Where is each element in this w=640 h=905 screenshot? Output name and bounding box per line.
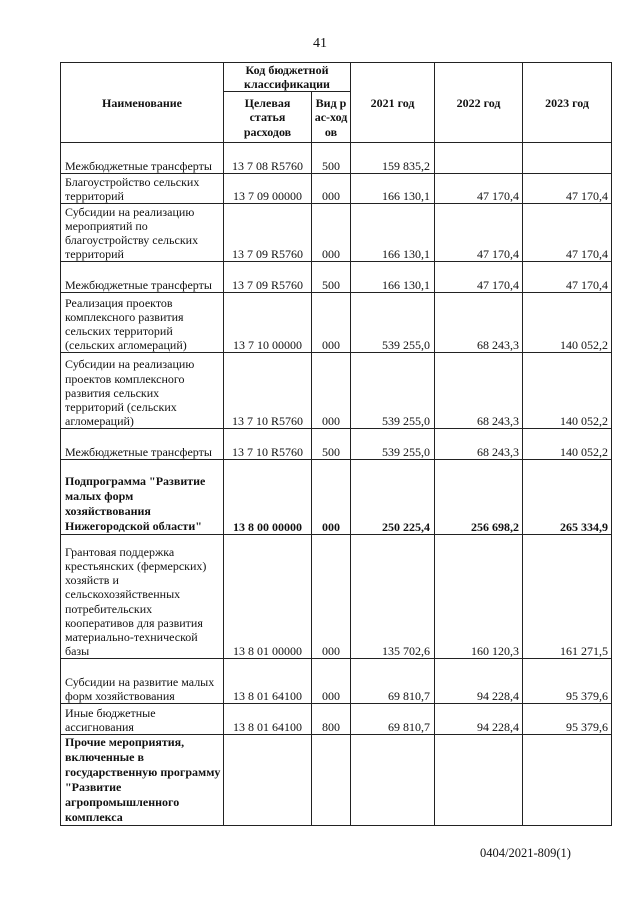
- row-target-item-code: 13 7 09 R5760: [224, 262, 312, 293]
- row-value-2021: 539 255,0: [351, 353, 435, 429]
- header-target-item: Целевая статья расходов: [224, 92, 312, 143]
- page-number: 41: [313, 36, 327, 51]
- row-target-item-code: 13 7 09 00000: [224, 174, 312, 204]
- row-name: Реализация проектов комплексного развития сельских территорий (сельских агломераций): [61, 293, 224, 353]
- row-value-2022: 256 698,2: [435, 460, 523, 535]
- row-name: Грантовая поддержка крестьянских (фермерских) хозяйств и сельскохозяйственных потребительских кооперативов для развития материально-технической базы: [61, 535, 224, 659]
- row-expense-type: 000: [312, 353, 351, 429]
- row-value-2023: 47 170,4: [523, 262, 612, 293]
- table-row: [61, 735, 612, 826]
- row-value-2023: 140 052,2: [523, 353, 612, 429]
- row-name: Благоустройство сельских территорий: [61, 174, 224, 204]
- table-row: [61, 174, 612, 204]
- row-value-2023: [523, 143, 612, 174]
- row-value-2023: 47 170,4: [523, 174, 612, 204]
- row-value-2021: [351, 735, 435, 826]
- row-value-2021: 166 130,1: [351, 262, 435, 293]
- row-value-2022: 94 228,4: [435, 659, 523, 704]
- row-target-item-code: 13 8 01 64100: [224, 704, 312, 735]
- row-expense-type: [312, 735, 351, 826]
- row-value-2021: 159 835,2: [351, 143, 435, 174]
- row-name: Субсидии на реализацию мероприятий по благоустройству сельских территорий: [61, 204, 224, 262]
- footer-document-code: 0404/2021-809(1): [480, 846, 571, 860]
- row-value-2021: 135 702,6: [351, 535, 435, 659]
- row-expense-type: 500: [312, 143, 351, 174]
- row-value-2021: 539 255,0: [351, 429, 435, 460]
- row-expense-type: 000: [312, 174, 351, 204]
- row-name: Субсидии на реализацию проектов комплексного развития сельских территорий (сельских агломераций): [61, 353, 224, 429]
- table-row: [61, 143, 612, 174]
- row-value-2022: 47 170,4: [435, 174, 523, 204]
- table-row: [61, 293, 612, 353]
- row-value-2023: 47 170,4: [523, 204, 612, 262]
- row-value-2022: 94 228,4: [435, 704, 523, 735]
- row-value-2023: 265 334,9: [523, 460, 612, 535]
- row-value-2022: 47 170,4: [435, 204, 523, 262]
- row-value-2022: 47 170,4: [435, 262, 523, 293]
- header-expense-type: Вид рас-ходов: [312, 92, 351, 143]
- row-value-2021: 69 810,7: [351, 659, 435, 704]
- row-expense-type: 800: [312, 704, 351, 735]
- row-value-2023: 140 052,2: [523, 293, 612, 353]
- table-body: [61, 143, 612, 826]
- header-2022: 2022 год: [435, 63, 523, 143]
- row-name: Межбюджетные трансферты: [61, 262, 224, 293]
- row-name: Межбюджетные трансферты: [61, 429, 224, 460]
- row-expense-type: 000: [312, 659, 351, 704]
- header-name: Наименование: [61, 63, 224, 143]
- row-value-2021: 250 225,4: [351, 460, 435, 535]
- row-value-2021: 69 810,7: [351, 704, 435, 735]
- row-expense-type: 000: [312, 204, 351, 262]
- table-row: [61, 535, 612, 659]
- table-row: [61, 429, 612, 460]
- row-value-2023: 140 052,2: [523, 429, 612, 460]
- row-name: Субсидии на развитие малых форм хозяйствования: [61, 659, 224, 704]
- header-2023: 2023 год: [523, 63, 612, 143]
- table-row: [61, 659, 612, 704]
- row-value-2021: 166 130,1: [351, 204, 435, 262]
- table-row: [61, 704, 612, 735]
- row-expense-type: 000: [312, 535, 351, 659]
- row-value-2022: 160 120,3: [435, 535, 523, 659]
- row-value-2021: 539 255,0: [351, 293, 435, 353]
- table-row: [61, 460, 612, 535]
- row-value-2023: 95 379,6: [523, 704, 612, 735]
- row-value-2023: 161 271,5: [523, 535, 612, 659]
- row-target-item-code: 13 7 09 R5760: [224, 204, 312, 262]
- row-value-2022: 68 243,3: [435, 429, 523, 460]
- table-row: [61, 353, 612, 429]
- row-expense-type: 500: [312, 262, 351, 293]
- row-target-item-code: 13 8 01 00000: [224, 535, 312, 659]
- header-budget-code: Код бюджетной классификации: [224, 63, 351, 92]
- row-name: Межбюджетные трансферты: [61, 143, 224, 174]
- row-expense-type: 000: [312, 293, 351, 353]
- table-row: [61, 262, 612, 293]
- row-expense-type: 000: [312, 460, 351, 535]
- row-target-item-code: 13 7 10 R5760: [224, 353, 312, 429]
- row-expense-type: 500: [312, 429, 351, 460]
- row-target-item-code: 13 7 08 R5760: [224, 143, 312, 174]
- table-row: [61, 204, 612, 262]
- row-value-2022: [435, 735, 523, 826]
- row-target-item-code: 13 8 00 00000: [224, 460, 312, 535]
- row-name: Подпрограмма "Развитие малых форм хозяйствования Нижегородской области": [61, 460, 224, 535]
- row-target-item-code: 13 7 10 00000: [224, 293, 312, 353]
- row-value-2022: [435, 143, 523, 174]
- header-2021: 2021 год: [351, 63, 435, 143]
- row-name: Иные бюджетные ассигнования: [61, 704, 224, 735]
- row-value-2023: 95 379,6: [523, 659, 612, 704]
- row-target-item-code: 13 8 01 64100: [224, 659, 312, 704]
- row-target-item-code: 13 7 10 R5760: [224, 429, 312, 460]
- row-value-2023: [523, 735, 612, 826]
- row-name: Прочие мероприятия, включенные в государственную программу "Развитие агропромышленного комплекса: [61, 735, 224, 826]
- row-value-2021: 166 130,1: [351, 174, 435, 204]
- row-value-2022: 68 243,3: [435, 293, 523, 353]
- row-target-item-code: [224, 735, 312, 826]
- row-value-2022: 68 243,3: [435, 353, 523, 429]
- budget-table: [60, 62, 612, 826]
